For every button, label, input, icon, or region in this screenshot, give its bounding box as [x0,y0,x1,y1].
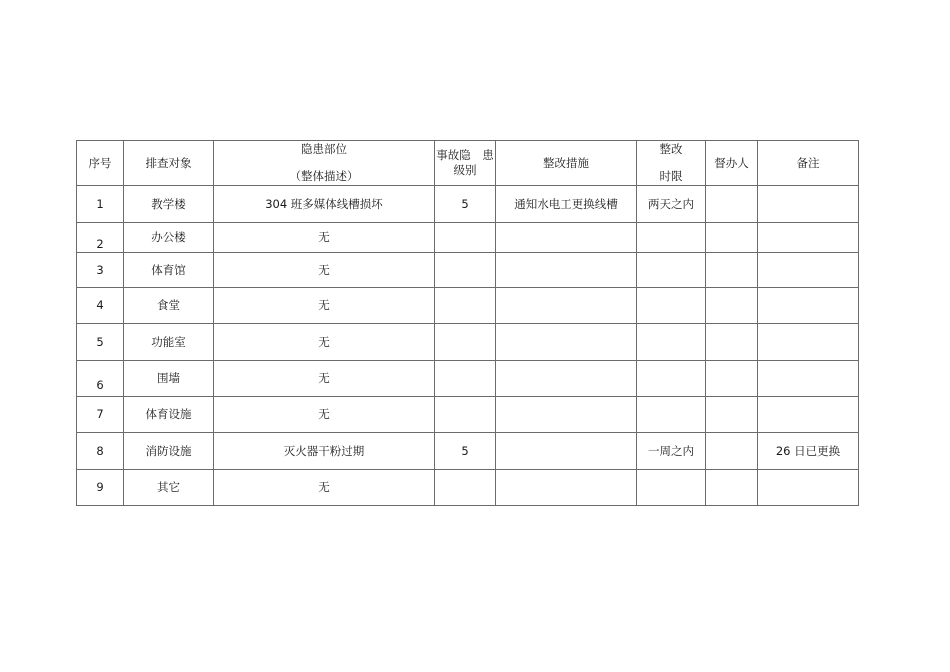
table-row [77,470,859,506]
cell-seq: 8 [77,433,124,470]
header-level-line2: 级别 [453,163,477,177]
cell-supervisor [706,433,758,470]
cell-measure [496,433,637,470]
header-seq: 序号 [77,141,124,186]
cell-location: 无 [214,361,435,397]
cell-measure [496,223,637,253]
table-row [77,288,859,324]
cell-level [435,397,496,433]
header-deadline-line1: 整改 [659,142,683,157]
cell-remark [758,470,859,506]
cell-location: 无 [214,223,435,253]
header-level [435,141,496,186]
cell-location: 无 [214,253,435,288]
cell-target: 办公楼 [124,223,214,253]
cell-level: 5 [435,186,496,223]
cell-deadline [637,223,706,253]
cell-target: 围墙 [124,361,214,397]
header-row [77,141,859,186]
cell-measure [496,470,637,506]
cell-measure [496,288,637,324]
cell-level [435,324,496,361]
cell-location: 304 班多媒体线槽损坏 [214,186,435,223]
table-row [77,324,859,361]
cell-target: 教学楼 [124,186,214,223]
header-remark: 备注 [758,141,859,186]
table-row [77,361,859,397]
cell-supervisor [706,324,758,361]
cell-deadline [637,470,706,506]
cell-location: 无 [214,470,435,506]
cell-location: 无 [214,324,435,361]
cell-remark [758,397,859,433]
cell-target: 功能室 [124,324,214,361]
cell-measure [496,324,637,361]
cell-level [435,288,496,324]
cell-seq [77,361,124,397]
cell-location: 无 [214,397,435,433]
cell-deadline [637,324,706,361]
cell-level [435,223,496,253]
cell-deadline [637,288,706,324]
cell-level [435,470,496,506]
cell-deadline: 两天之内 [637,186,706,223]
header-deadline [637,141,706,186]
cell-remark [758,288,859,324]
table-row [77,253,859,288]
header-supervisor: 督办人 [706,141,758,186]
table-row [77,223,859,253]
cell-supervisor [706,361,758,397]
hazard-inspection-table [76,140,859,506]
table-row [77,397,859,433]
cell-location: 灭火器干粉过期 [214,433,435,470]
cell-target: 消防设施 [124,433,214,470]
cell-supervisor [706,253,758,288]
cell-supervisor [706,186,758,223]
cell-target: 食堂 [124,288,214,324]
cell-measure [496,253,637,288]
cell-seq: 1 [77,186,124,223]
cell-deadline [637,253,706,288]
header-deadline-line2: 时限 [659,169,683,183]
cell-target: 体育设施 [124,397,214,433]
cell-seq: 4 [77,288,124,324]
cell-measure: 通知水电工更换线槽 [496,186,637,223]
cell-supervisor [706,223,758,253]
cell-remark [758,186,859,223]
table-row [77,433,859,470]
cell-seq: 9 [77,470,124,506]
cell-supervisor [706,397,758,433]
cell-location: 无 [214,288,435,324]
cell-deadline [637,397,706,433]
cell-measure [496,397,637,433]
cell-supervisor [706,470,758,506]
header-location [214,141,435,186]
header-level-line1: 事故隐 患 [436,148,494,163]
table-row [77,186,859,223]
cell-seq-text: 2 [96,237,104,252]
cell-level: 5 [435,433,496,470]
cell-remark [758,223,859,253]
header-location-line1: 隐患部位 [301,142,347,157]
cell-seq: 7 [77,397,124,433]
cell-target: 体育馆 [124,253,214,288]
cell-deadline: 一周之内 [637,433,706,470]
cell-seq: 3 [77,253,124,288]
cell-remark [758,324,859,361]
header-target: 排查对象 [124,141,214,186]
cell-remark [758,361,859,397]
cell-seq-text: 6 [96,378,104,393]
header-location-line2: （整体描述） [289,169,359,183]
cell-seq [77,223,124,253]
cell-target: 其它 [124,470,214,506]
cell-remark [758,253,859,288]
cell-deadline [637,361,706,397]
cell-measure [496,361,637,397]
cell-supervisor [706,288,758,324]
cell-level [435,361,496,397]
cell-remark: 26 日已更换 [758,433,859,470]
cell-level [435,253,496,288]
cell-seq: 5 [77,324,124,361]
header-measure: 整改措施 [496,141,637,186]
